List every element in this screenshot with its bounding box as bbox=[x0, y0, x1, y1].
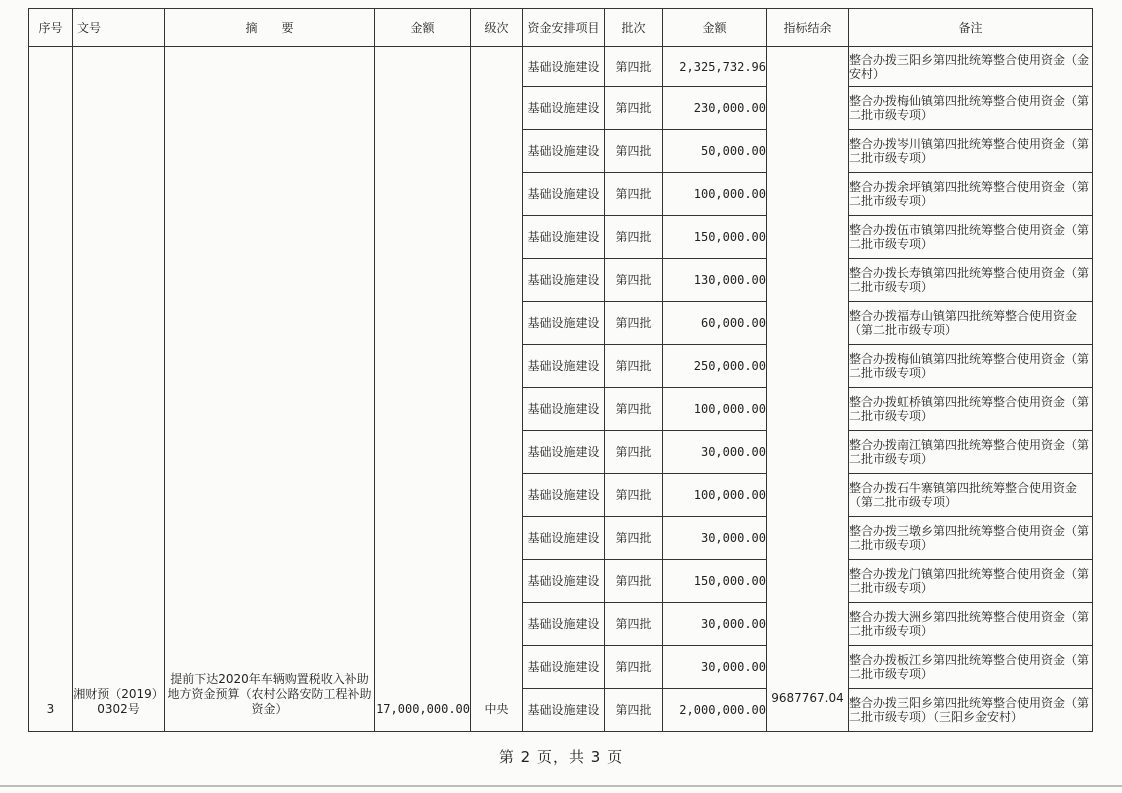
row-alloc-amount: 100,000.00 bbox=[663, 388, 767, 431]
row-alloc-amount: 100,000.00 bbox=[663, 173, 767, 216]
row-remark: 整合办拨龙门镇第四批统筹整合使用资金（第二批市级专项） bbox=[849, 560, 1093, 603]
row-alloc-amount: 150,000.00 bbox=[663, 560, 767, 603]
header-remark: 备注 bbox=[849, 9, 1093, 47]
row-remark: 整合办拨三阳乡第四批统筹整合使用资金（第二批市级专项）（三阳乡金安村） bbox=[849, 689, 1093, 732]
header-project: 资金安排项目 bbox=[523, 9, 605, 47]
scan-edge-line bbox=[0, 785, 1122, 787]
row-project: 基础设施建设 bbox=[523, 87, 605, 130]
row-batch: 第四批 bbox=[605, 474, 663, 517]
record-level-text: 中央 bbox=[484, 702, 509, 716]
header-level: 级次 bbox=[471, 9, 523, 47]
record-seq-text: 3 bbox=[46, 702, 55, 716]
row-batch: 第四批 bbox=[605, 87, 663, 130]
header-batch: 批次 bbox=[605, 9, 663, 47]
row-alloc-amount: 50,000.00 bbox=[663, 130, 767, 173]
row-alloc-amount: 2,325,732.96 bbox=[663, 47, 767, 87]
row-alloc-amount: 150,000.00 bbox=[663, 216, 767, 259]
record-amount-text: 17,000,000.00 bbox=[376, 702, 470, 716]
header-summary: 摘 要 bbox=[165, 9, 375, 47]
row-alloc-amount: 250,000.00 bbox=[663, 345, 767, 388]
row-batch: 第四批 bbox=[605, 345, 663, 388]
row-project: 基础设施建设 bbox=[523, 603, 605, 646]
record-amount bbox=[375, 47, 471, 732]
row-project: 基础设施建设 bbox=[523, 130, 605, 173]
row-project: 基础设施建设 bbox=[523, 173, 605, 216]
row-batch: 第四批 bbox=[605, 259, 663, 302]
row-remark: 整合办拨三阳乡第四批统筹整合使用资金（金安村） bbox=[849, 47, 1093, 87]
row-alloc-amount: 30,000.00 bbox=[663, 646, 767, 689]
row-remark: 整合办拨三墩乡第四批统筹整合使用资金（第二批市级专项） bbox=[849, 517, 1093, 560]
page-number: 第 2 页，共 3 页 bbox=[498, 748, 624, 766]
row-alloc-amount: 30,000.00 bbox=[663, 431, 767, 474]
header-balance: 指标结余 bbox=[767, 9, 849, 47]
row-remark: 整合办拨虹桥镇第四批统筹整合使用资金（第二批市级专项） bbox=[849, 388, 1093, 431]
row-project: 基础设施建设 bbox=[523, 474, 605, 517]
row-batch: 第四批 bbox=[605, 47, 663, 87]
row-project: 基础设施建设 bbox=[523, 388, 605, 431]
row-remark: 整合办拨石牛寨镇第四批统筹整合使用资金（第二批市级专项） bbox=[849, 474, 1093, 517]
row-project: 基础设施建设 bbox=[523, 47, 605, 87]
header-alloc-amount: 金额 bbox=[663, 9, 767, 47]
record-doc-no-text: 湘财预（2019）0302号 bbox=[73, 687, 164, 716]
row-remark: 整合办拨板江乡第四批统筹整合使用资金（第二批市级专项） bbox=[849, 646, 1093, 689]
table-header-row bbox=[29, 9, 1093, 47]
record-summary bbox=[165, 47, 375, 732]
row-batch: 第四批 bbox=[605, 560, 663, 603]
row-project: 基础设施建设 bbox=[523, 259, 605, 302]
row-alloc-amount: 60,000.00 bbox=[663, 302, 767, 345]
allocation-table bbox=[28, 8, 1093, 732]
row-project: 基础设施建设 bbox=[523, 216, 605, 259]
row-alloc-amount: 230,000.00 bbox=[663, 87, 767, 130]
record-seq bbox=[29, 47, 73, 732]
row-alloc-amount: 2,000,000.00 bbox=[663, 689, 767, 732]
row-remark: 整合办拨梅仙镇第四批统筹整合使用资金（第二批市级专项） bbox=[849, 345, 1093, 388]
row-batch: 第四批 bbox=[605, 388, 663, 431]
row-project: 基础设施建设 bbox=[523, 517, 605, 560]
row-project: 基础设施建设 bbox=[523, 689, 605, 732]
row-remark: 整合办拨福寿山镇第四批统筹整合使用资金（第二批市级专项） bbox=[849, 302, 1093, 345]
row-alloc-amount: 100,000.00 bbox=[663, 474, 767, 517]
row-project: 基础设施建设 bbox=[523, 646, 605, 689]
row-remark: 整合办拨伍市镇第四批统筹整合使用资金（第二批市级专项） bbox=[849, 216, 1093, 259]
header-amount: 金额 bbox=[375, 9, 471, 47]
table-row bbox=[29, 47, 1093, 87]
row-batch: 第四批 bbox=[605, 431, 663, 474]
record-level bbox=[471, 47, 523, 732]
record-summary-text: 提前下达2020年车辆购置税收入补助地方资金预算（农村公路安防工程补助资金） bbox=[167, 672, 372, 716]
row-remark: 整合办拨余坪镇第四批统筹整合使用资金（第二批市级专项） bbox=[849, 173, 1093, 216]
header-doc-no: 文号 bbox=[73, 9, 165, 47]
row-remark: 整合办拨梅仙镇第四批统筹整合使用资金（第二批市级专项） bbox=[849, 87, 1093, 130]
row-remark: 整合办拨南江镇第四批统筹整合使用资金（第二批市级专项） bbox=[849, 431, 1093, 474]
row-batch: 第四批 bbox=[605, 302, 663, 345]
row-batch: 第四批 bbox=[605, 689, 663, 732]
record-balance: 9687767.04 bbox=[767, 47, 849, 732]
row-alloc-amount: 30,000.00 bbox=[663, 517, 767, 560]
row-project: 基础设施建设 bbox=[523, 431, 605, 474]
row-remark: 整合办拨长寿镇第四批统筹整合使用资金（第二批市级专项） bbox=[849, 259, 1093, 302]
row-batch: 第四批 bbox=[605, 646, 663, 689]
row-remark: 整合办拨岑川镇第四批统筹整合使用资金（第二批市级专项） bbox=[849, 130, 1093, 173]
row-batch: 第四批 bbox=[605, 517, 663, 560]
row-alloc-amount: 130,000.00 bbox=[663, 259, 767, 302]
row-remark: 整合办拨大洲乡第四批统筹整合使用资金（第二批市级专项） bbox=[849, 603, 1093, 646]
row-project: 基础设施建设 bbox=[523, 345, 605, 388]
row-project: 基础设施建设 bbox=[523, 302, 605, 345]
row-batch: 第四批 bbox=[605, 216, 663, 259]
row-batch: 第四批 bbox=[605, 130, 663, 173]
row-project: 基础设施建设 bbox=[523, 560, 605, 603]
record-doc-no bbox=[73, 47, 165, 732]
header-seq: 序号 bbox=[29, 9, 73, 47]
row-batch: 第四批 bbox=[605, 173, 663, 216]
row-alloc-amount: 30,000.00 bbox=[663, 603, 767, 646]
row-batch: 第四批 bbox=[605, 603, 663, 646]
